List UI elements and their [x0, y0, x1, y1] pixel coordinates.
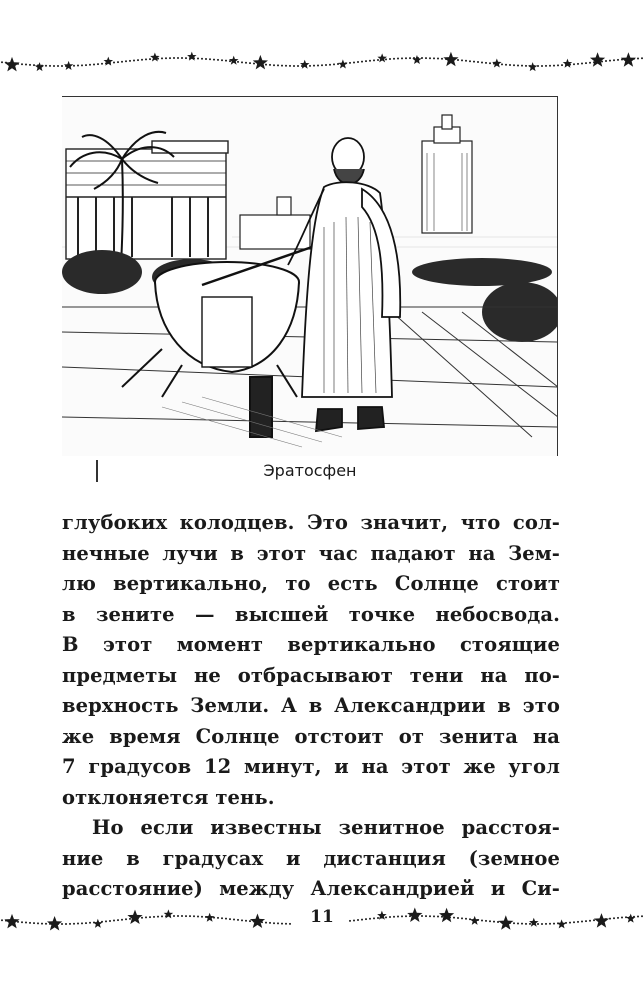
text-line: же время Солнце отстоит от зенита на [62, 724, 560, 748]
page-number-value: 11 [304, 907, 340, 927]
text-line: отклоняется тень. [62, 785, 275, 809]
text-line: расстояние) между Александрией и Си- [62, 877, 560, 900]
body-text [62, 508, 560, 905]
text-line: лю вертикально, то есть Солнце стоит [62, 572, 560, 595]
text-line: нечные лучи в этот час падают на Зем- [62, 541, 560, 565]
figure-caption: Эратосфен [263, 461, 357, 480]
text-line: Но если известны зенитное расстоя- [92, 816, 560, 839]
top-star-border [0, 42, 644, 82]
text-line: глубоких колодцев. Это значит, что сол- [62, 511, 560, 534]
text-line: 7 градусов 12 минут, и на этот же угол [62, 755, 560, 778]
eratosthenes-illustration [62, 96, 558, 456]
text-line: предметы не отбрасывают тени на по- [62, 663, 560, 687]
temple [66, 141, 228, 259]
page-number [0, 907, 644, 927]
text-line: ние в градусах и дистанция (земное [62, 846, 560, 870]
text-line: верхность Земли. А в Александрии в это [62, 694, 560, 717]
illustration-drawing [62, 97, 558, 456]
text-line: в зените — высшей точке небосвода. [62, 602, 560, 626]
text-line: В этот момент вертикально стоящие [62, 633, 560, 656]
